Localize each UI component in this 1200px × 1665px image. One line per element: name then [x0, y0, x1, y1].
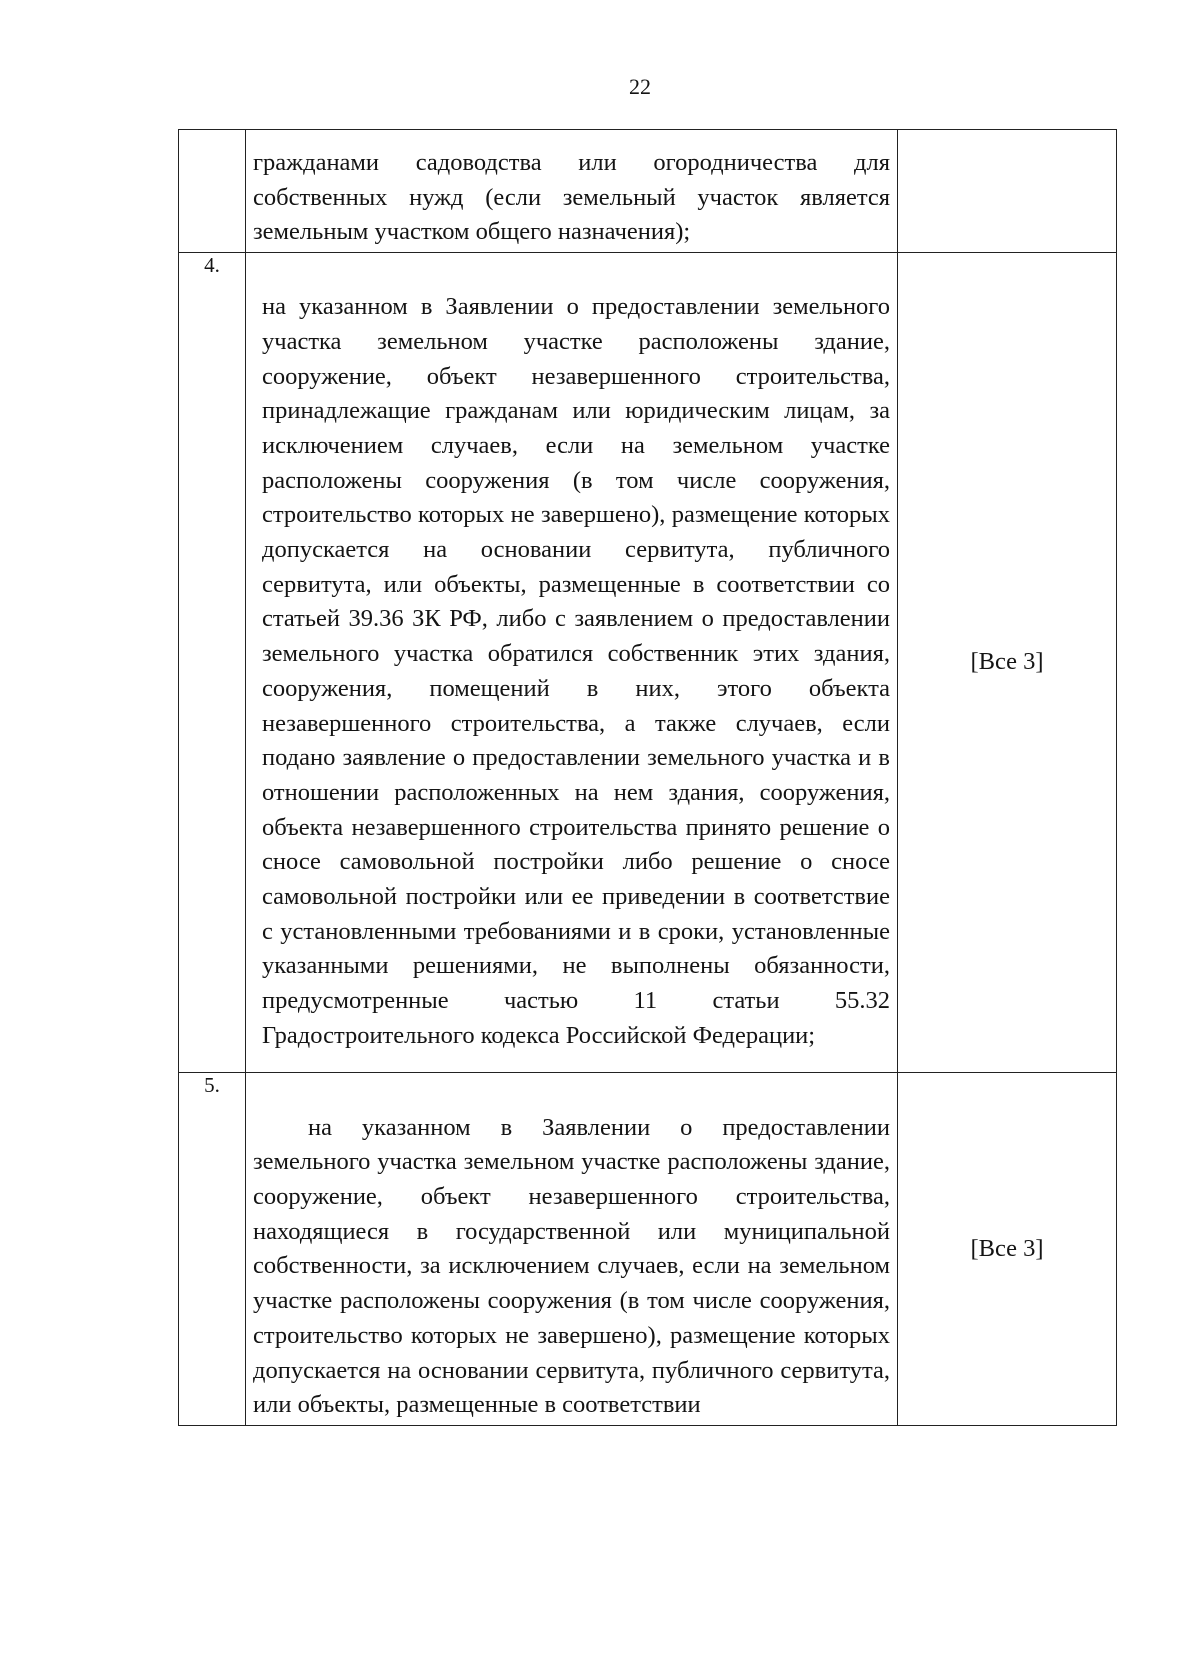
row-number: 5. [179, 1072, 246, 1425]
row-text: на указанном в Заявлении о предоставлении земельного участка земельном участке расположены здание, сооружение, объект незавершенного строительства, принадлежащие гражданам или юридическим лицам, за исключением случаев, если на земельном участке расположены сооружения (в том числе сооружения, строительство которых не завершено), размещение которых допускается на основании сервитута, публичного сервитута, или объекты, размещенные в соответствии со статьей 39.36 ЗК РФ, либо с заявлением о предоставлении земельного участка обратился собственник этих здания, сооружения, помещений в них, этого объекта незавершенного строительства, а также случаев, если подано заявление о предоставлении земельного участка и в отношении расположенных на нем здания, сооружения, объекта незавершенного строительства принято решение о сносе самовольной постройки либо решение о сносе самовольной постройки или ее приведении в соответствие с установленными требованиями и в сроки, установленные указанными решениями, не выполнены обязанности, предусмотренные частью 11 статьи 55.32 Градостроительного кодекса Российской Федерации; [262, 293, 890, 1049]
row-reference [898, 130, 1117, 253]
row-reference: [Все 3] [898, 253, 1117, 1072]
table-row [179, 130, 1117, 253]
row-text: на указанном в Заявлении о предоставлении земельного участка земельном участке расположены здание, сооружение, объект незавершенного строительства, находящиеся в государственной или муниципальной собственности, за исключением случаев, если на земельном участке расположены сооружения (в том числе сооружения, строительство которых не завершено), размещение которых допускается на основании сервитута, публичного сервитута, или объекты, размещенные в соответствии [253, 1113, 890, 1419]
row-text: гражданами садоводства или огородничества для собственных нужд (если земельный участок является земельным участком общего назначения); [253, 149, 890, 246]
row-reference: [Все 3] [898, 1072, 1117, 1425]
row-number [179, 130, 246, 253]
page-number: 22 [629, 74, 651, 99]
table-row [179, 1072, 1117, 1425]
requirements-table [178, 129, 1117, 1426]
table-row [179, 253, 1117, 1072]
row-number: 4. [179, 253, 246, 1072]
